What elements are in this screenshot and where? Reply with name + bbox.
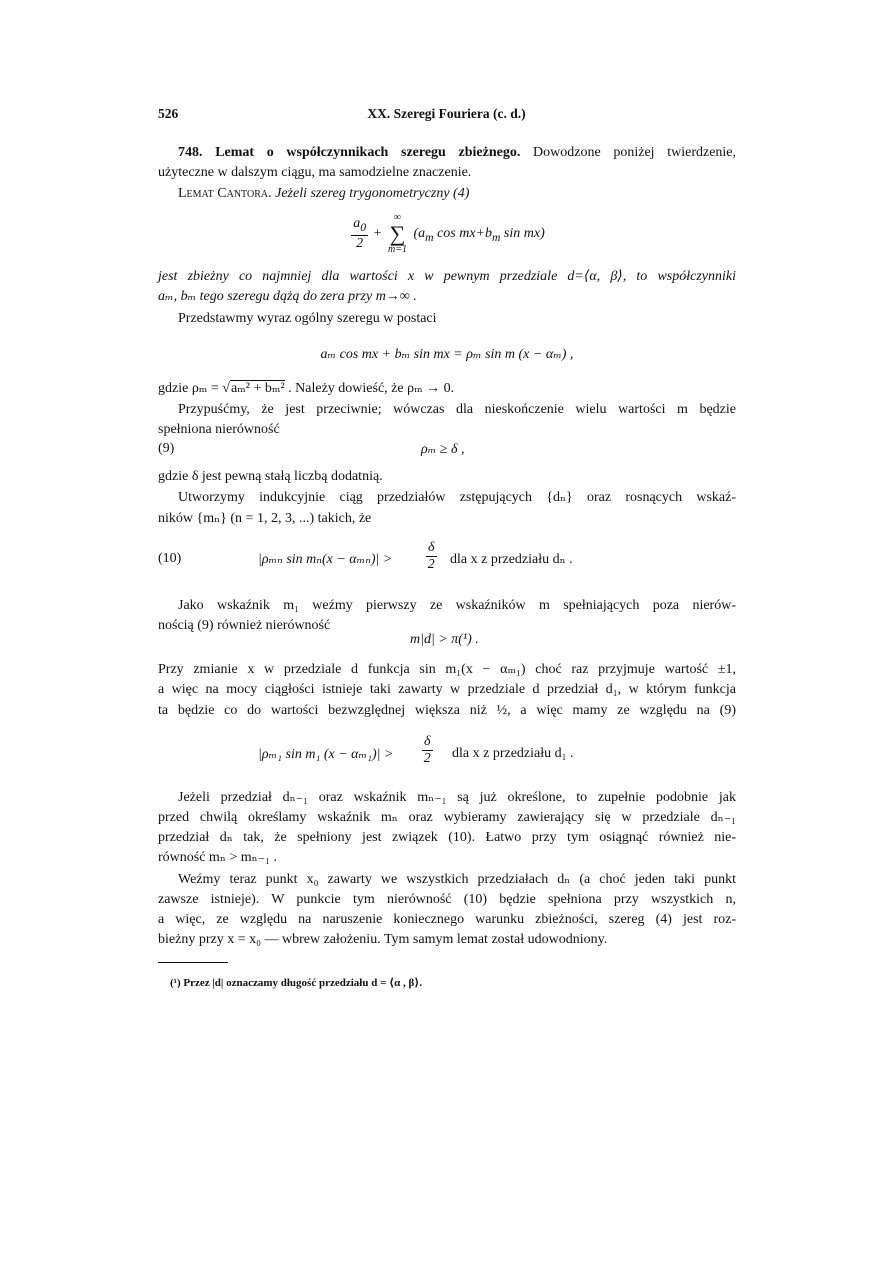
- proof-p7-2: a więc na mocy ciągłości istnieje taki zawarty w przedziale d przedział d₁, w którym funkcja: [158, 682, 736, 697]
- section-intro-1: Dowodzone poniżej twierdzenie,: [533, 145, 737, 160]
- lemma-statement-2: jest zbieżny co najmniej dla wartości x w pewnym przedziale d=⟨α, β⟩, to współczynniki: [158, 269, 736, 284]
- lemma-statement-1: Jeżeli szereg trygonometryczny (4): [275, 186, 470, 201]
- equation-9-number: (9): [158, 441, 175, 456]
- proof-p3-2: spełniona nierówność: [158, 422, 280, 437]
- lemma-statement-3: aₘ, bₘ tego szeregu dążą do zera przy m→∞ .: [158, 289, 417, 304]
- running-header: [158, 106, 735, 126]
- proof-p6-2: nością (9) również nierówność: [158, 618, 331, 633]
- proof-p1: Przedstawmy wyraz ogólny szeregu w postaci: [178, 311, 437, 326]
- lemma-statement-line-1: [158, 184, 736, 204]
- proof-p5-2: ników {mₙ} (n = 1, 2, 3, ...) takich, że: [158, 511, 372, 526]
- proof-p6-1: Jako wskaźnik m₁ weźmy pierwszy ze wskaźników m spełniających poza nierów-: [178, 598, 736, 613]
- footnote-rule: [158, 962, 228, 963]
- proof-p2: gdzie ρₘ = √aₘ² + bₘ² . Należy dowieść, że ρₘ → 0.: [158, 381, 455, 396]
- proof-p9-2: zawsze istnieje). W punkcie tym nierówność (10) będzie spełniona przy wszystkich n,: [158, 892, 736, 907]
- series-term: ($a_m$ $\cos mx+b_m$ sin mx): [413, 226, 545, 245]
- proof-p3-1: Przypuśćmy, że jest przeciwnie; wówczas dla nieskończenie wielu wartości m będzie: [178, 402, 736, 417]
- proof-p8-2: przed chwilą określamy wskaźnik mₙ oraz wybieramy zawierający się w przedziale dₙ₋₁: [158, 810, 736, 825]
- running-title: XX. Szeregi Fouriera (c. d.): [367, 106, 526, 121]
- equation-9-body: ρₘ ≥ δ ,: [421, 442, 465, 457]
- proof-p5-1: Utworzymy indukcyjnie ciąg przedziałów zstępujących {dₙ} oraz rosnących wskaź-: [178, 490, 736, 505]
- fourier-series-formula: $\frac{a_0}{2}$ + ∞ ∑ m=1 ($a_m$ $\cos mx+b_m$ sin mx): [353, 212, 545, 255]
- proof-p7-3: ta będzie co do wartości bezwzględnej większa niż ½, a więc mamy ze względu na (9): [158, 703, 736, 718]
- proof-p8-3: przedział dₙ tak, że spełniony jest związek (10). Łatwo przy tym osiągnąć również nie-: [158, 830, 736, 845]
- section-intro-2: użyteczne w dalszym ciągu, ma samodzielne znaczenie.: [158, 165, 472, 180]
- equation-10-right: dla x z przedziału dₙ .: [450, 552, 573, 567]
- proof-p8-4: równość mₙ > mₙ₋₁ .: [158, 850, 277, 865]
- equation-9: [158, 441, 736, 461]
- section-title: Lemat o współczynnikach szeregu zbieżnego.: [215, 145, 521, 160]
- equation-12: [158, 734, 736, 774]
- proof-p8-1: Jeżeli przedział dₙ₋₁ oraz wskaźnik mₙ₋₁ są już określone, to zupełnie podobnie jak: [178, 790, 736, 805]
- equation-10-number: (10): [158, 551, 182, 566]
- proof-p9-3: a więc, ze względu na naruszenie koniecznego warunku zbieżności, szereg (4) jest roz-: [158, 912, 736, 927]
- equation-general-term: aₘ cos mx + bₘ sin mx = ρₘ sin m (x − αₘ) ,: [320, 347, 574, 362]
- equation-10-fraction: $\frac{\delta}{2}$: [427, 540, 435, 572]
- proof-p4: gdzie δ jest pewną stałą liczbą dodatnią.: [158, 469, 383, 484]
- footnote: (¹) Przez |d| oznaczamy długość przedziału d = ⟨α , β⟩.: [170, 977, 423, 989]
- proof-p7-1: Przy zmianie x w przedziale d funkcja sin m₁(x − αₘ₁) choć raz przyjmuje wartość ±1,: [158, 662, 736, 677]
- sqrt-radicand: aₘ² + bₘ²: [230, 381, 285, 396]
- proof-p9-1: Weźmy teraz punkt x₀ zawarty we wszystkich przedziałach dₙ (a choć jeden taki punkt: [178, 872, 736, 887]
- equation-10: [158, 540, 736, 580]
- book-page: 526 XX. Szeregi Fouriera (c. d.) 748. Lemat o współczynnikach szeregu zbieżnego. Dowodzone poniżej twierdzenie, użyteczne w dalszym ciągu, ma samodzielne znaczenie. Lemat Cantora. Jeżeli szereg trygonometryczny (4) $\frac{a_0}{2}$ + ∞ ∑ m=1 ($a_m$ $\cos mx+b_m$ sin mx) jest zbieżny co najmniej dla wartości x w pewnym przedziale d=⟨α, β⟩, to współczynniki aₘ, bₘ tego szeregu dążą do zera przy m→∞ . Przedstawmy wyraz ogólny szeregu w postaci aₘ cos mx + bₘ sin mx = ρₘ sin m (x − αₘ) , gdzie ρₘ = √aₘ² + bₘ² . Należy dowieść, że ρₘ → 0. Przypuśćmy, że jest przeciwnie; wówczas dla nieskończenie wielu wartości m będzie spełniona nierówność (9) ρₘ ≥ δ , gdzie δ jest pewną stałą liczbą dodatnią. Utworzymy indukcyjnie ciąg przedziałów zstępujących {dₙ} oraz rosnących wskaź- ników {mₙ} (n = 1, 2, 3, ...) takich, że (10) |ρₘₙ sin mₙ(x − αₘₙ)| > $\frac{\delta}{2}$ dla x z przedziału dₙ . Jako wskaźnik m₁ weźmy pierwszy ze wskaźników m spełniających poza nierów- nością (9) również nierówność m|d| > π(¹) . Przy zmianie x w przedziale d funkcja sin m₁(x − αₘ₁) choć raz przyjmuje wartość ±1, a więc na mocy ciągłości istnieje taki zawarty w przedziale d przedział d₁, w którym funkcja ta będzie co do wartości bezwzględnej większa niż ½, a więc mamy ze względu na (9) |ρₘ₁ sin m₁ (x − αₘ₁)| > $\frac{\delta}{2}$ dla x z przedziału d₁ . Jeżeli przedział dₙ₋₁ oraz wskaźnik mₙ₋₁ są już określone, to zupełnie podobnie jak przed chwilą określamy wskaźnik mₙ oraz wybieramy zawierający się w przedziale dₙ₋₁ przedział dₙ tak, że spełniony jest związek (10). Łatwo przy tym osiągnąć również nie- równość mₙ > mₙ₋₁ . Weźmy teraz punkt x₀ zawarty we wszystkich przedziałach dₙ (a choć jeden taki punkt zawsze istnieje). W punkcie tym nierówność (10) będzie spełniona przy wszystkich n, a więc, ze względu na naruszenie koniecznego warunku zbieżności, szereg (4) jest roz- bieżny przy x = x₀ — wbrew założeniu. Tym samym lemat został udowodniony. (¹) Przez |d| oznaczamy długość przedziału d = ⟨α , β⟩.: [158, 106, 737, 989]
- series-fraction: $\frac{a_0}{2}$: [353, 215, 367, 252]
- section-heading-line: [158, 143, 736, 163]
- page-number: 526: [158, 106, 179, 121]
- summation-sign: ∞ ∑ m=1: [387, 212, 407, 255]
- section-number: 748.: [178, 145, 203, 160]
- equation-12-fraction: $\frac{\delta}{2}$: [423, 734, 431, 766]
- equation-12-left: |ρₘ₁ sin m₁ (x − αₘ₁)| >: [258, 747, 394, 762]
- equation-12-right: dla x z przedziału d₁ .: [452, 746, 574, 761]
- lemma-name: Lemat Cantora.: [178, 186, 272, 201]
- equation-10-left: |ρₘₙ sin mₙ(x − αₘₙ)| >: [258, 552, 393, 567]
- proof-p9-4: bieżny przy x = x₀ — wbrew założeniu. Tym samym lemat został udowodniony.: [158, 932, 608, 947]
